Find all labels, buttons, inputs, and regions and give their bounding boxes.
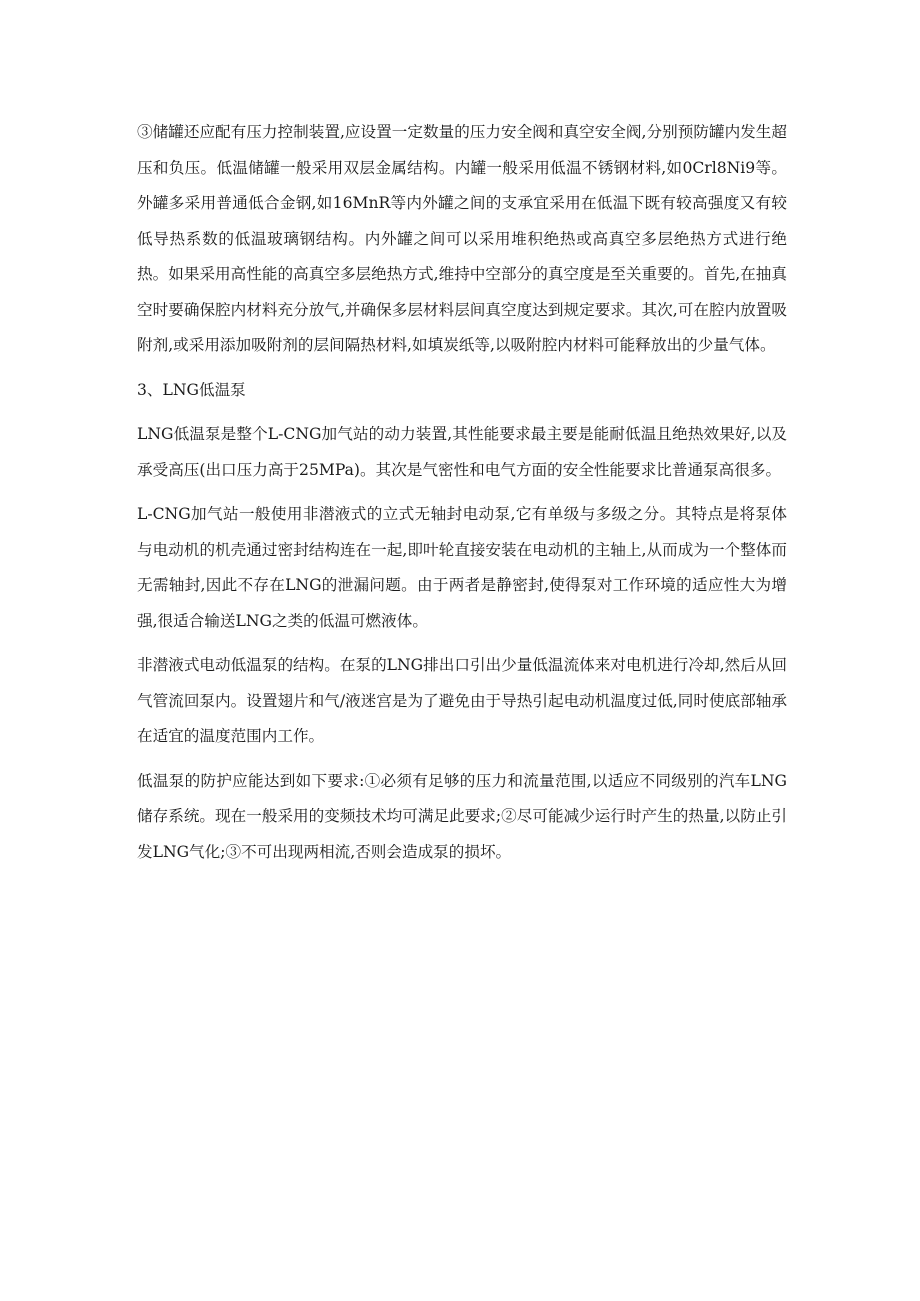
section-heading-lng-pump: 3、LNG低温泵 — [137, 380, 246, 399]
paragraph-pump-type: L-CNG加气站一般使用非潜液式的立式无轴封电动泵,它有单级与多级之分。其特点是将泵体与电动机的机壳通过密封结构连在一起,即叶轮直接安装在电动机的主轴上,从而成为一个整体而无需轴封,因此不存在LNG的泄漏问题。由于两者是静密封,使得泵对工作环境的适应性大为增强,很适合输送LNG之类的低温可燃液体。 — [137, 505, 787, 630]
document-body — [137, 115, 787, 879]
paragraph-pump-requirements: LNG低温泵是整个L-CNG加气站的动力装置,其性能要求最主要是能耐低温且绝热效果好,以及承受高压(出口压力高于25MPa)。其次是气密性和电气方面的安全性能要求比普通泵高很多。 — [137, 425, 787, 479]
paragraph-storage-tank: ③储罐还应配有压力控制装置,应设置一定数量的压力安全阀和真空安全阀,分别预防罐内发生超压和负压。低温储罐一般采用双层金属结构。内罐一般采用低温不锈钢材料,如0Crl8Ni9等。外罐多采用普通低合金钢,如16MnR等内外罐之间的支承宜采用在低温下既有较高强度又有较低导热系数的低温玻璃钢结构。内外罐之间可以采用堆积绝热或高真空多层绝热方式进行绝热。如果采用高性能的高真空多层绝热方式,维持中空部分的真空度是至关重要的。首先,在抽真空时要确保腔内材料充分放气,并确保多层材料层间真空度达到规定要求。其次,可在腔内放置吸附剂,或采用添加吸附剂的层间隔热材料,如填炭纸等,以吸附腔内材料可能释放出的少量气体。 — [137, 123, 787, 354]
paragraph-pump-structure: 非潜液式电动低温泵的结构。在泵的LNG排出口引出少量低温流体来对电机进行冷却,然后从回气管流回泵内。设置翅片和气/液迷宫是为了避免由于导热引起电动机温度过低,同时使底部轴承在适宜的温度范围内工作。 — [137, 656, 787, 745]
paragraph-pump-protection: 低温泵的防护应能达到如下要求:①必须有足够的压力和流量范围,以适应不同级别的汽车LNG储存系统。现在一般采用的变频技术均可满足此要求;②尽可能减少运行时产生的热量,以防止引发LNG气化;③不可出现两相流,否则会造成泵的损坏。 — [137, 771, 787, 861]
